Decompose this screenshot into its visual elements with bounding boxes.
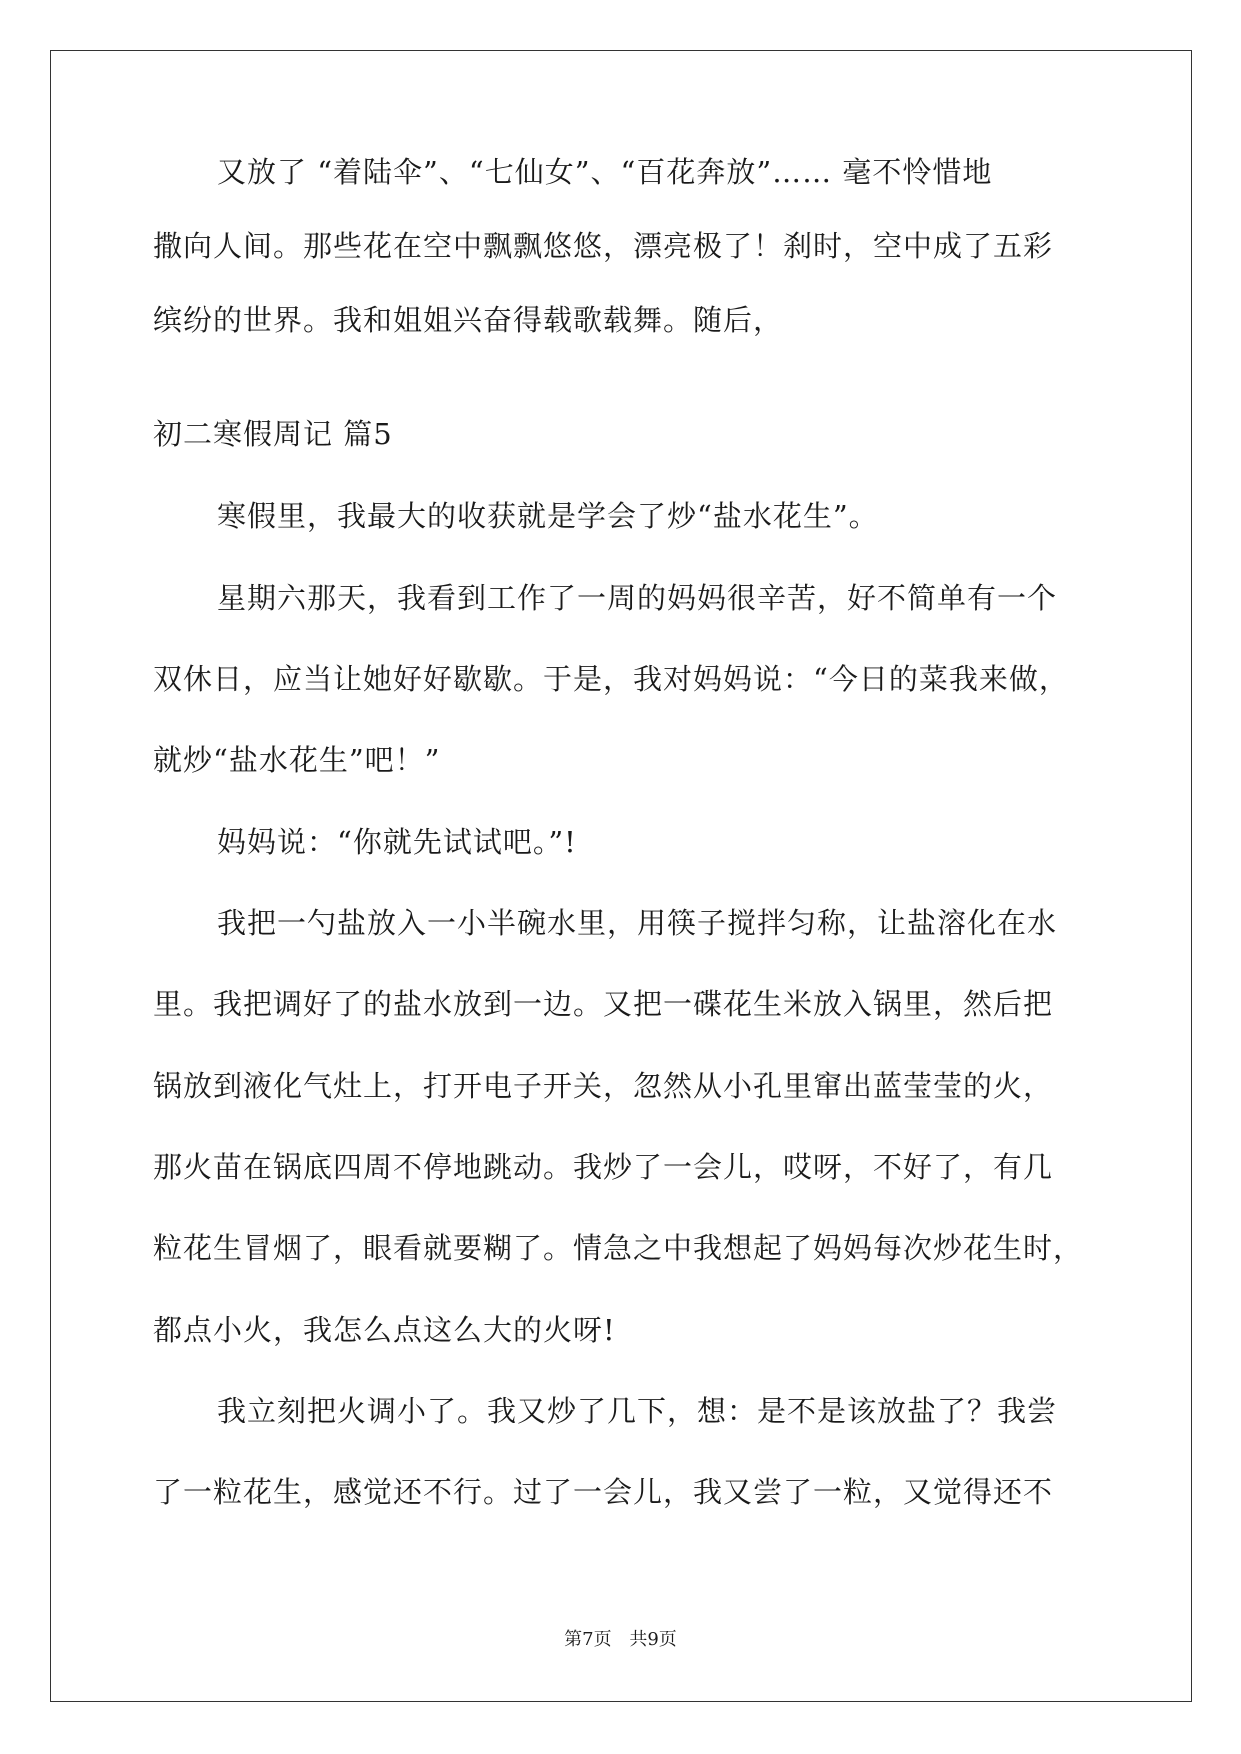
paragraph-line: 都点小火，我怎么点这么大的火呀! [153,1313,616,1347]
paragraph-line: 里。我把调好了的盐水放到一边。又把一碟花生米放入锅里，然后把 [153,987,1054,1021]
paragraph-line: 粒花生冒烟了，眼看就要糊了。情急之中我想起了妈妈每次炒花生时， [153,1231,1084,1265]
paragraph-line: 我把一勺盐放入一小半碗水里，用筷子搅拌匀称，让盐溶化在水 [217,906,1058,940]
page-border [50,50,1192,1702]
paragraph-line: 双休日，应当让她好好歇歇。于是，我对妈妈说：“今日的菜我来做， [153,662,1069,696]
paragraph-line: 就炒“盐水花生”吧！” [153,743,441,777]
paragraph-line: 锅放到液化气灶上，打开电子开关，忽然从小孔里窜出蓝莹莹的火， [153,1069,1054,1103]
paragraph-line: 缤纷的世界。我和姐姐兴奋得载歌载舞。随后， [153,303,784,337]
paragraph-line: 了一粒花生，感觉还不行。过了一会儿，我又尝了一粒，又觉得还不 [153,1475,1054,1509]
paragraph-line: 又放了 “着陆伞”、“七仙女”、“百花奔放”…… 毫不怜惜地 [217,155,993,189]
paragraph-line: 星期六那天，我看到工作了一周的妈妈很辛苦，好不简单有一个 [217,581,1058,615]
page-total: 共9页 [629,1629,677,1650]
page-footer [0,1628,1241,1652]
paragraph-line: 我立刻把火调小了。我又炒了几下，想：是不是该放盐了？我尝 [217,1394,1058,1428]
paragraph-line: 撒向人间。那些花在空中飘飘悠悠，漂亮极了！刹时，空中成了五彩 [153,229,1054,263]
paragraph-line: 寒假里，我最大的收获就是学会了炒“盐水花生”。 [217,499,879,533]
page-number: 第7页 [564,1629,612,1650]
section-heading: 初二寒假周记 篇5 [153,417,393,451]
paragraph-line: 妈妈说：“你就先试试吧。”! [217,825,577,859]
paragraph-line: 那火苗在锅底四周不停地跳动。我炒了一会儿，哎呀，不好了，有几 [153,1150,1054,1184]
